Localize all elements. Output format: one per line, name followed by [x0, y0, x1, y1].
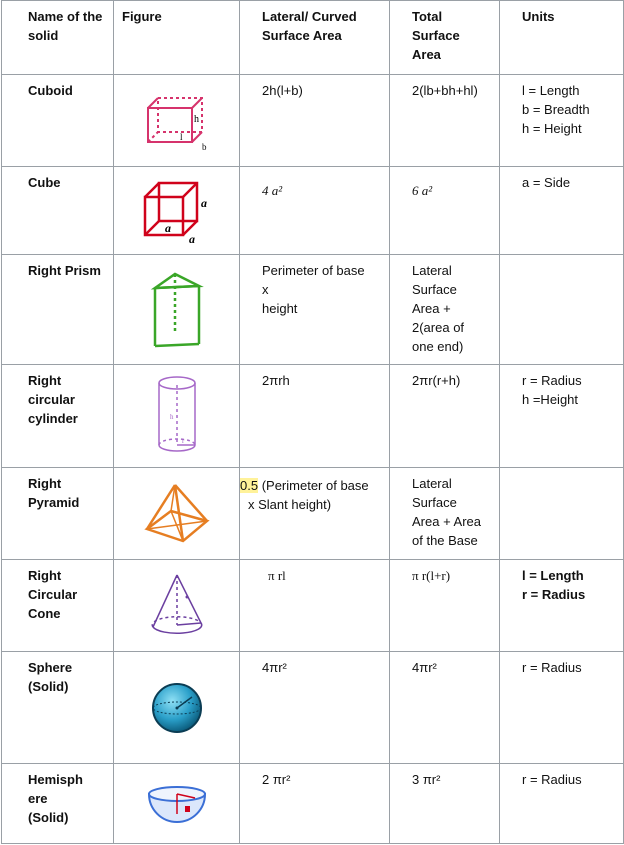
lateral-cell	[240, 75, 390, 167]
unit-line: r = Radius	[522, 587, 586, 602]
cuboid-figure	[114, 75, 240, 167]
total-cell	[390, 167, 500, 255]
cube-figure	[114, 167, 240, 255]
solid-name: Right circular cylinder	[2, 365, 114, 468]
cuboid-label-h: h	[193, 113, 199, 125]
table-row	[2, 75, 624, 167]
solid-name: Sphere (Solid)	[2, 652, 114, 764]
total-value: 6 a²	[412, 183, 433, 198]
table-row	[2, 255, 624, 365]
units-cell	[500, 75, 624, 167]
prism-figure	[114, 255, 240, 365]
header-total: Total Surface Area	[390, 1, 500, 75]
cube-icon	[137, 177, 217, 245]
name-line: (Solid)	[28, 810, 69, 825]
prism-icon	[147, 268, 207, 352]
lateral-cell	[240, 652, 390, 764]
pyramid-icon	[141, 481, 213, 547]
lateral-cell	[240, 468, 390, 560]
table-row	[2, 652, 624, 764]
lateral-cell	[240, 764, 390, 844]
lateral-value: (Perimeter of base	[261, 478, 369, 493]
unit-line: l = Length	[522, 568, 584, 583]
lateral-value: 2πrh	[262, 373, 290, 388]
sphere-figure	[114, 652, 240, 764]
cylinder-figure	[114, 365, 240, 468]
units-cell	[500, 468, 624, 560]
highlighted-factor: 0.5	[240, 478, 259, 493]
hemisphere-icon	[145, 784, 209, 824]
sphere-icon	[150, 681, 204, 735]
header-lateral: Lateral/ Curved Surface Area	[240, 1, 390, 75]
header-row	[2, 1, 624, 75]
cube-label-side: a	[200, 195, 207, 210]
solid-name: Cube	[2, 167, 114, 255]
table-row	[2, 764, 624, 844]
lateral-value: Perimeter of base	[262, 263, 365, 278]
unit-line: h = Height	[522, 121, 582, 136]
solid-name: Right Prism	[2, 255, 114, 365]
unit-line: a = Side	[522, 175, 571, 190]
total-cell	[390, 255, 500, 365]
table-row	[2, 365, 624, 468]
unit-line: l = Length	[522, 83, 580, 98]
total-value: π r(l+r)	[412, 568, 451, 583]
header-name: Name of the solid	[2, 1, 114, 75]
header-units: Units	[500, 1, 624, 75]
lateral-cell	[240, 365, 390, 468]
total-cell	[390, 764, 500, 844]
total-value: 4πr²	[412, 660, 437, 675]
lateral-value: 2h(l+b)	[262, 83, 303, 98]
total-value: of the Base	[412, 533, 478, 548]
hemisphere-figure	[114, 764, 240, 844]
table-row	[2, 468, 624, 560]
header-figure: Figure	[114, 1, 240, 75]
solid-name: Right Pyramid	[2, 468, 114, 560]
unit-line: r = Radius	[522, 772, 582, 787]
cuboid-label-l: l	[179, 131, 183, 142]
cuboid-icon	[142, 90, 212, 152]
cylinder-label-r: r	[181, 437, 184, 445]
total-cell	[390, 652, 500, 764]
solid-name	[2, 764, 114, 844]
table-row	[2, 167, 624, 255]
name-line: ere	[28, 791, 48, 806]
lateral-cell	[240, 255, 390, 365]
total-cell	[390, 468, 500, 560]
unit-line: r = Radius	[522, 660, 582, 675]
unit-line: b = Breadth	[522, 102, 590, 117]
cone-icon	[147, 571, 207, 641]
cube-label-bottom: a	[164, 220, 171, 235]
total-value: Surface	[412, 495, 457, 510]
name-line: Hemisph	[28, 772, 83, 787]
total-cell	[390, 75, 500, 167]
unit-line: h =Height	[522, 392, 579, 407]
lateral-value: x	[262, 282, 269, 297]
lateral-cell	[240, 167, 390, 255]
units-cell	[500, 560, 624, 652]
total-value: 2πr(r+h)	[412, 373, 461, 388]
pyramid-figure	[114, 468, 240, 560]
units-cell	[500, 652, 624, 764]
total-value: one end)	[412, 339, 464, 354]
lateral-value: 4 a²	[262, 183, 283, 198]
total-value: 3 πr²	[412, 772, 441, 787]
total-value: 2(area of	[412, 320, 465, 335]
solid-name: Right Circular Cone	[2, 560, 114, 652]
units-cell	[500, 255, 624, 365]
lateral-cell	[240, 560, 390, 652]
table-row	[2, 560, 624, 652]
total-value: Area +	[412, 301, 451, 316]
total-value: 2(lb+bh+hl)	[412, 83, 478, 98]
total-cell	[390, 560, 500, 652]
lateral-value: 2 πr²	[262, 772, 291, 787]
lateral-value: 4πr²	[262, 660, 287, 675]
solids-table	[1, 0, 624, 844]
total-value: Lateral	[412, 263, 452, 278]
total-cell	[390, 365, 500, 468]
cone-figure	[114, 560, 240, 652]
cylinder-icon	[152, 373, 202, 459]
solid-name: Cuboid	[2, 75, 114, 167]
total-value: Area + Area	[412, 514, 482, 529]
unit-line: r = Radius	[522, 373, 582, 388]
lateral-value: π rl	[268, 568, 286, 583]
cuboid-label-b: b	[201, 141, 206, 152]
cube-label-depth: a	[188, 231, 195, 245]
total-value: Surface	[412, 282, 457, 297]
cylinder-label-h: h	[169, 413, 173, 421]
units-cell	[500, 167, 624, 255]
units-cell	[500, 365, 624, 468]
lateral-value: height	[262, 301, 298, 316]
lateral-value: x Slant height)	[248, 497, 332, 512]
total-value: Lateral	[412, 476, 452, 491]
units-cell	[500, 764, 624, 844]
